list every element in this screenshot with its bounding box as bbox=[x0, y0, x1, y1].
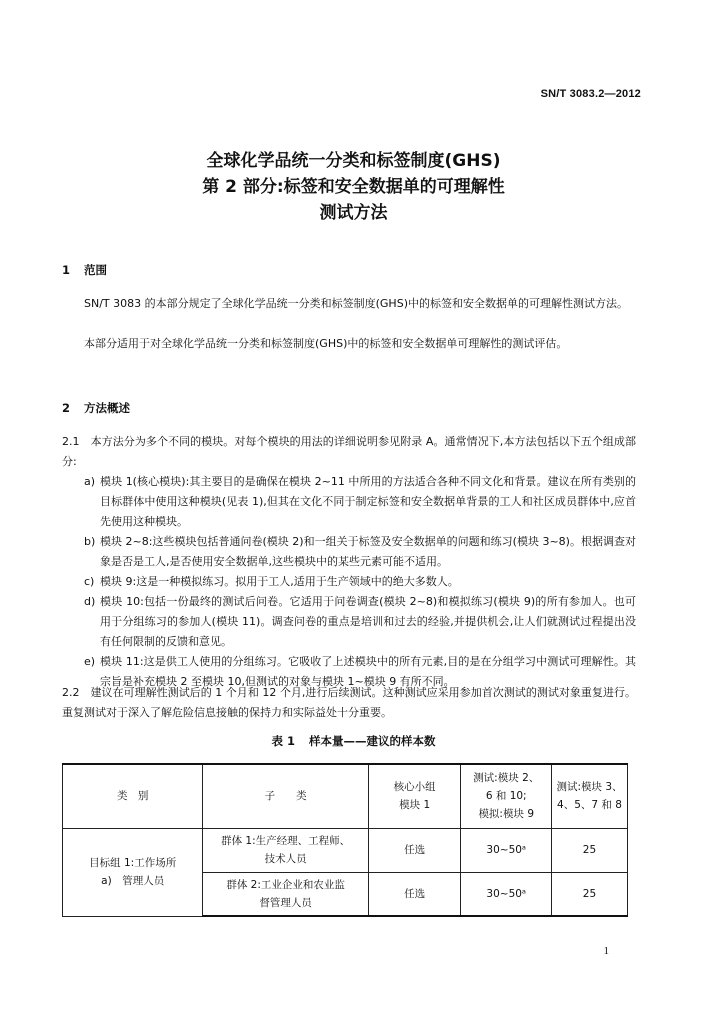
header-subcategory: 子 类 bbox=[203, 764, 369, 828]
target-group-cell bbox=[63, 828, 203, 916]
list-item-d bbox=[62, 592, 636, 652]
header-test-modules-3-4-5-7-8 bbox=[551, 764, 627, 828]
list-item-b bbox=[62, 532, 636, 572]
header-test1-line-3: 模拟:模块 9 bbox=[478, 808, 534, 821]
list-marker: d) bbox=[84, 595, 96, 608]
header-core-line-1: 核心小组 bbox=[393, 781, 436, 794]
table-title: 样本量——建议的样本数 bbox=[309, 734, 436, 748]
table-number: 表 1 bbox=[271, 734, 295, 748]
section-1-paragraph-2: 本部分适用于对全球化学品统一分类和标签制度(GHS)中的标签和安全数据单可理解性的测试评估。 bbox=[84, 337, 568, 350]
section-2-title: 方法概述 bbox=[84, 401, 130, 415]
core-cell: 任选 bbox=[368, 828, 461, 872]
section-1-paragraph-1: SN/T 3083 的本部分规定了全球化学品统一分类和标签制度(GHS)中的标签和安全数据单的可理解性测试方法。 bbox=[84, 297, 628, 310]
header-core-group bbox=[368, 764, 461, 828]
standard-code: SN/T 3083.2—2012 bbox=[540, 88, 641, 100]
test2-cell: 25 bbox=[551, 872, 627, 916]
title-line-3: 测试方法 bbox=[319, 203, 388, 223]
subcategory-line-2: 督管理人员 bbox=[259, 896, 312, 909]
subcategory-line-1: 群体 2:工业企业和农业监 bbox=[226, 878, 345, 891]
subcategory-line-2: 技术人员 bbox=[264, 853, 307, 865]
test1-cell: 30~50ᵃ bbox=[461, 828, 551, 872]
clause-2-2: 2.2 建议在可理解性测试后的 1 个月和 12 个月,进行后续测试。这种测试应采用参加首次测试的测试对象重复进行。重复测试对于深入了解危险信息接触的保持力和实际益处十分重要。 bbox=[62, 686, 636, 719]
sample-size-table bbox=[62, 763, 628, 917]
list-item-a bbox=[62, 472, 636, 532]
section-1-number: 1 bbox=[62, 263, 71, 277]
header-test2-line-2: 4、5、7 和 8 bbox=[557, 799, 622, 812]
title-line-1: 全球化学品统一分类和标签制度(GHS) bbox=[206, 151, 501, 171]
subcategory-cell bbox=[203, 872, 369, 916]
list-marker: e) bbox=[84, 655, 96, 668]
table-row bbox=[63, 828, 628, 872]
list-item-text: 模块 11:这是供工人使用的分组练习。它吸收了上述模块中的所有元素,目的是在分组学习中测试可理解性。其宗旨是补充模块 2 至模块 10,但测试的对象与模块 1~模块 9 有所不同。 bbox=[100, 655, 636, 688]
target-group-line-1: 目标组 1:工作场所 bbox=[89, 857, 177, 869]
header-test2-line-1: 测试:模块 3、 bbox=[556, 781, 623, 794]
list-marker: a) bbox=[84, 475, 96, 488]
table-caption bbox=[0, 733, 707, 749]
list-item-text: 模块 2~8:这些模块包括普通问卷(模块 2)和一组关于标签及安全数据单的问题和练习(模块 3~8)。根据调查对象是否是工人,是否使用安全数据单,这些模块中的某些元素可能不适用。 bbox=[100, 535, 636, 568]
section-1-title: 范围 bbox=[84, 263, 107, 277]
header-test1-line-2: 6 和 10; bbox=[485, 790, 527, 803]
target-group-line-2: a) 管理人员 bbox=[101, 875, 165, 887]
list-item-text: 模块 1(核心模块):其主要目的是确保在模块 2~11 中所用的方法适合各种不同文化和背景。建议在所有类别的目标群体中使用这种模块(见表 1),但其在文化不同于制定标签和安全数据单背景的工人和社区成员群体中,应首先使用这种模块。 bbox=[100, 475, 636, 528]
section-2-number: 2 bbox=[62, 401, 71, 415]
section-2-heading bbox=[62, 400, 130, 416]
clause-2-1: 2.1 本方法分为多个不同的模块。对每个模块的用法的详细说明参见附录 A。通常情况下,本方法包括以下五个组成部分: bbox=[62, 435, 636, 468]
list-marker: b) bbox=[84, 535, 96, 548]
header-test1-line-1: 测试:模块 2、 bbox=[473, 772, 540, 785]
section-1-heading bbox=[62, 262, 107, 278]
header-core-line-2: 模块 1 bbox=[399, 799, 431, 812]
list-item-text: 模块 10:包括一份最终的测试后问卷。它适用于问卷调查(模块 2~8)和模拟练习(模块 9)的所有参加人。也可用于分组练习的参加人(模块 11)。调查问卷的重点是培训和过去的经验,并提供机会,让人们就测试过程提出没有任何限制的反馈和意见。 bbox=[100, 595, 636, 648]
subcategory-line-1: 群体 1:生产经理、工程师、 bbox=[221, 835, 351, 847]
test1-cell: 30~50ᵃ bbox=[461, 872, 551, 916]
test2-cell: 25 bbox=[551, 828, 627, 872]
subcategory-cell bbox=[203, 828, 369, 872]
header-test-modules-2-6-10 bbox=[461, 764, 551, 828]
title-line-2: 第 2 部分:标签和安全数据单的可理解性 bbox=[202, 177, 505, 197]
list-item-text: 模块 9:这是一种模拟练习。拟用于工人,适用于生产领域中的绝大多数人。 bbox=[100, 575, 459, 588]
list-marker: c) bbox=[84, 575, 95, 588]
core-cell: 任选 bbox=[368, 872, 461, 916]
table-header-row bbox=[63, 764, 628, 828]
list-item-c bbox=[62, 572, 636, 592]
header-category: 类 别 bbox=[63, 764, 203, 828]
page-number: 1 bbox=[603, 945, 609, 957]
